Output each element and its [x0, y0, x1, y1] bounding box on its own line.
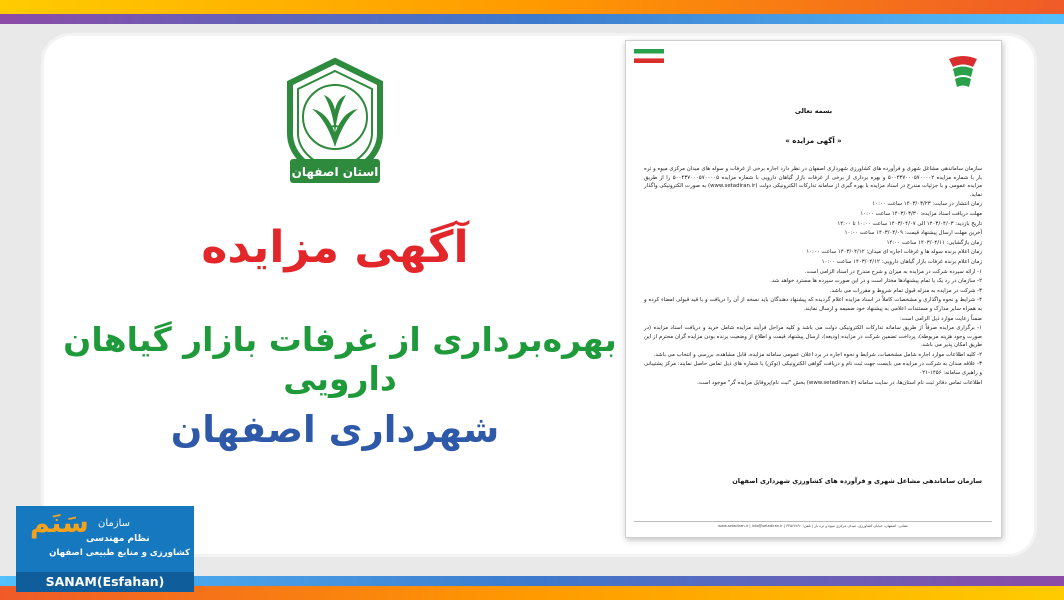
document-paragraph: زمان بازگشایی: ۱۴۰۳/۰۴/۱۱ ساعت ۱۴:۰۰: [886, 239, 982, 246]
document-paragraph: زمان اعلام برنده سوله ها و غرفات اجاره ای میدان: ۱۴۰۳/۰۴/۱۲ ساعت ۱۰:۰۰: [806, 249, 982, 256]
document-paragraph: ۴- شرایط و نحوه واگذاری و مشخصات کاملاً در اسناد مزایده اعلام گردیده که پیشنهاد دهندگان باید نسخه از آن را دریافت و با قید قبولی امضاء کرده و به همراه سایر مدارک و مستندات اعلامی به پیشنهاد خود ضمیمه و ارسال نمایند.: [644, 297, 982, 312]
iran-flag-icon: [634, 49, 664, 63]
document-paragraph: سازمان ساماندهی مشاغل شهری و فرآورده های کشاورزی شهرداری اصفهان در نظر دارد اجاره برخی از غرفات و سوله های میدان مرکزی میوه و تره بار با شماره مزایده ۵۰۰۴۳۷۰۰۰۵۷۰۰۰۰۲ و بهره برداری از برخی از غرفات بازار گیاهان دارویی با شماره مزایده ۵۰۰۴۳۷۰۰۰۵۷۰۰۰۰۵ را از طریق مزایده عمومی و با جزئیات مندرج در اسناد مزایده با بهره گیری از سامانه تدارکات الکترونیکی دولت (www.setadiran.ir) به صورت الکترونیکی واگذار نماید.: [644, 166, 982, 198]
document-paragraph: ۳- شرکت در مزایده به منزله قبول تمام شروط و مقررات می باشد.: [829, 287, 982, 294]
document-paragraph: آخرین مهلت ارسال پیشنهاد قیمت: ۱۴۰۳/۰۴/۰۹ ساعت ۱۰:۰۰: [844, 230, 982, 237]
document-signature: سازمان ساماندهی مشاغل شهری و فرآورده های کشاورزی شهرداری اصفهان: [732, 477, 982, 485]
sanam-line-2: کشاورزی و منابع طبیعی اصفهان: [49, 548, 190, 558]
agency-logo-icon: [943, 53, 983, 91]
document-heading: « آگهی مزایده »: [785, 137, 842, 145]
document-footer: نشانی: اصفهان، خیابان کشاورزی، میدان مرکزی میوه و تره بار | تلفن: ۳۴۵۶۷۸۹۰ | www.setadiran.ir | info@setadiran.ir: [634, 521, 992, 528]
basmala-text: بسمه تعالی: [794, 107, 833, 115]
document-body: [644, 165, 982, 388]
document-paragraph: اطلاعات تماس دفاتر ثبت نام استان‌ها، در سایت سامانه (www.setadiran.ir) بخش "ثبت نام/پروفایل مزایده گر" موجود است.: [697, 379, 982, 386]
document-paragraph: مهلت دریافت اسناد مزایده: ۱۴۰۳/۰۳/۳۰ ساعت ۱۰:۰۰: [860, 210, 982, 217]
auction-document: [625, 40, 1002, 538]
emblem-caption: استان اصفهان: [291, 165, 379, 179]
isfahan-agri-emblem-icon: [268, 55, 403, 190]
document-paragraph: تاریخ بازدید: ۱۴۰۳/۰۴/۰۳ الی ۱۴۰۳/۰۴/۰۷ ساعت ۱۰:۰۰ تا ۱۴:۰۰: [837, 220, 982, 227]
municipality-name: شهرداری اصفهان: [170, 408, 500, 451]
document-paragraph: ۱- ارائه سپرده شرکت در مزایده به میزان و شرح مندرج در اسناد الزامی است.: [804, 268, 982, 275]
sanam-brand-en: SANAM(Esfahan): [16, 572, 194, 592]
sanam-brand-word: سازمان: [98, 518, 131, 529]
sanam-badge: [16, 506, 194, 592]
document-paragraph: ۲- سازمان در رد یک یا تمام پیشنهادها مختار است و در این صورت سپرده ها مسترد خواهد شد.: [770, 278, 982, 285]
auction-title: آگهی مزایده: [201, 222, 469, 273]
sanam-line-1: نظام مهندسی: [86, 534, 150, 544]
sanam-brand-fa: سَنَم: [30, 508, 89, 539]
document-paragraph: زمان انتشار در سایت: ۱۴۰۳/۰۳/۲۳ ساعت ۱۰:۰۰: [872, 201, 982, 208]
document-paragraph: ضمناً رعایت موارد ذیل الزامی است:: [899, 315, 982, 322]
document-paragraph: ۱- برگزاری مزایده صرفاً از طریق سامانه تدارکات الکترونیکی دولت می باشد و کلیه مراحل فرآیند مزایده شامل خرید و دریافت اسناد مزایده (در صورت وجود هزینه مربوطه)، پرداخت تضمین شرکت در مزایده (ودیعه)، ارسال پیشنهاد قیمت و اطلاع از وضعیت برنده بودن مزایده گران محترم از این طریق امکان پذیر می باشد.: [644, 325, 982, 349]
document-paragraph: ۲- کلیه اطلاعات موارد اجاره شامل مشخصات، شرایط و نحوه اجاره در برد اعلان عمومی سامانه مزایده، قابل مشاهده، بررسی و انتخاب می باشد.: [653, 351, 982, 358]
auction-subtitle: بهره‌برداری از غرفات بازار گیاهان دارویی: [63, 320, 617, 398]
sanam-badge-top: [16, 506, 194, 570]
top-gradient-band: [0, 0, 1064, 14]
document-paragraph: زمان اعلام برنده غرفات بازار گیاهان دارویی: ۱۴۰۳/۰۴/۱۲ ساعت ۱۰:۰۰: [821, 258, 982, 265]
top-accent-band: [0, 14, 1064, 24]
document-paragraph: ۳- علاقه مندان به شرکت در مزایده می بایست جهت ثبت نام و دریافت گواهی الکترونیکی (توکن) با شماره های ذیل تماس حاصل نمایند: مرکز پشتیبانی و راهبری سامانه: ۱۴۵۶-۰۲۱: [644, 361, 982, 377]
